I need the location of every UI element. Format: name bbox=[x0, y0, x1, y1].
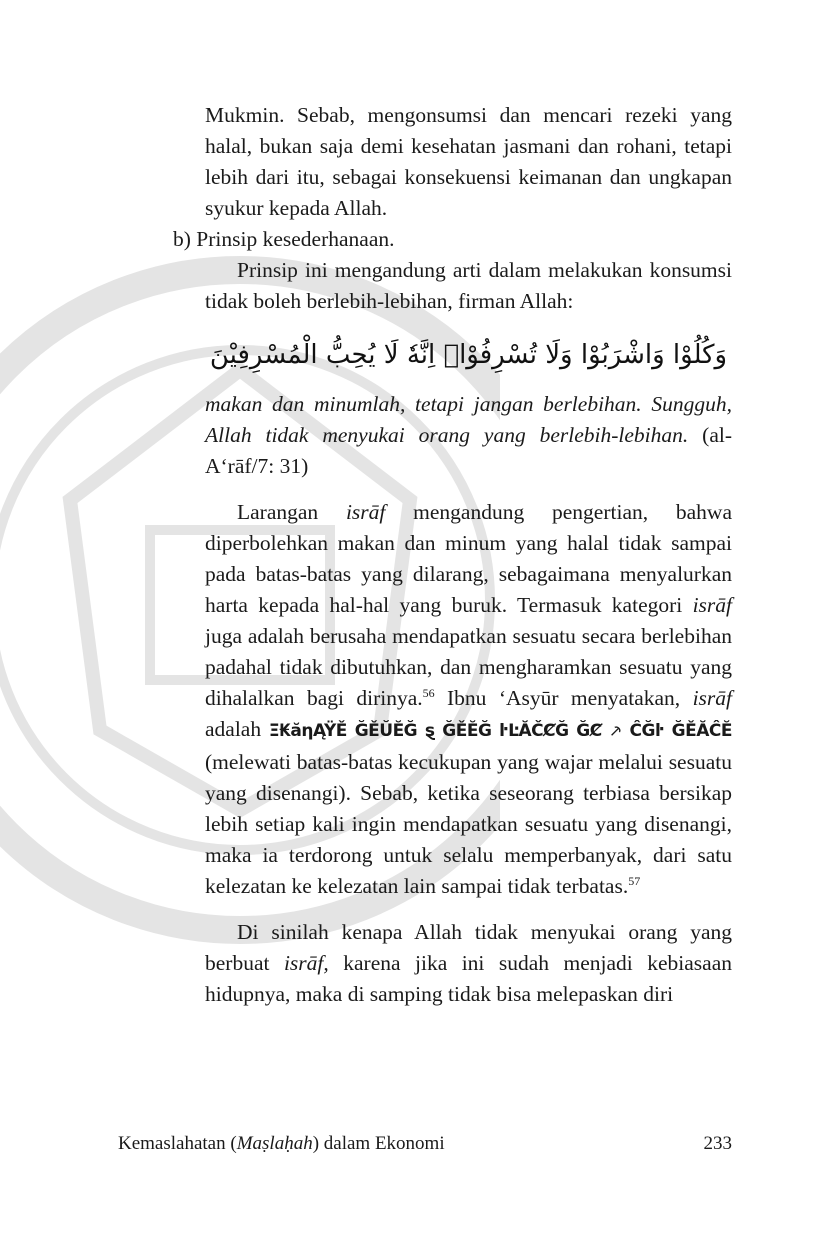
p3-text-f: (melewati batas-batas kecukupan yang wajar melalui sesuatu yang disenangi). Sebab, ketika seseorang terbiasa bersikap lebih setiap kali ingin mendapatkan sesuatu yang disenangi, maka ia terdorong untuk selalu memperbanyak, dari satu kelezatan ke kelezatan lain sampai tidak terbatas. bbox=[205, 750, 732, 898]
p3-text-d: Ibnu ‘Asyūr menyatakan, bbox=[434, 686, 693, 710]
p3-text-b: mengandung pengertian, bahwa diperbolehkan makan dan minum yang halal tidak sampai pada batas-batas yang dilarang, sebagaimana menyalurkan harta kepada hal-hal yang buruk. Termasuk kategori bbox=[205, 500, 733, 617]
p3-text-e: adalah bbox=[205, 717, 269, 741]
translation-reference: (al-A‘rāf/7: 31) bbox=[205, 423, 733, 478]
running-title-a: Kemaslahatan ( bbox=[118, 1133, 237, 1154]
p3-text-a: Larangan bbox=[237, 500, 346, 524]
translation-text: makan dan minumlah, tetapi jangan berlebihan. Sungguh, Allah tidak menyukai orang yang berlebih-lebihan. bbox=[205, 392, 732, 447]
term-israf: isrāf bbox=[692, 686, 732, 710]
p3-text-c: juga adalah berusaha mendapatkan sesuatu secara berlebihan padahal tidak dibutuhkan, dan mengharamkan sesuatu yang dihalalkan bagi dirinya. bbox=[205, 624, 732, 710]
footnote-ref-57: 57 bbox=[628, 874, 641, 888]
p4-text-a: Di sinilah kenapa Allah tidak menyukai orang yang berbuat bbox=[205, 920, 732, 975]
paragraph-2: Prinsip ini mengandung arti dalam melakukan konsumsi tidak boleh berlebih-lebihan, firman Allah: bbox=[205, 258, 732, 313]
footnote-ref-56: 56 bbox=[422, 686, 435, 700]
paragraph-3 bbox=[205, 497, 732, 902]
paragraph-4 bbox=[205, 917, 732, 1010]
term-israf: isrāf bbox=[345, 500, 386, 524]
garbled-arabic-text: Ξ₭ăƞĄŸĚ ĞĚŬĔĞ ȿ ĞĚĔĞ ŀĿĂČȻĞ ĞȻ ⸕ ĈĞŀ ĞĚĂĈĔ bbox=[268, 721, 732, 741]
p4-text-b: karena jika ini sudah menjadi kebiasaan hidupnya, maka di samping tidak bisa melepaskan diri bbox=[205, 951, 733, 1006]
list-item-b: b) Prinsip kesederhanaan. bbox=[173, 227, 395, 251]
paragraph-1: Mukmin. Sebab, mengonsumsi dan mencari rezeki yang halal, bukan saja demi kesehatan jasmani dan rohani, tetapi lebih dari itu, sebagai konsekuensi keimanan dan ungkapan syukur kepada Allah. bbox=[205, 103, 732, 220]
page-body bbox=[173, 100, 733, 1010]
verse-translation bbox=[205, 389, 732, 482]
running-title-italic: Maṣlaḥah bbox=[236, 1133, 313, 1154]
arabic-verse: وَكُلُوْا وَاشْرَبُوْا وَلَا تُسْرِفُوْاۚ اِنَّهٗ لَا يُحِبُّ الْمُسْرِفِيْنَ bbox=[209, 340, 728, 370]
page-number: 233 bbox=[703, 1133, 732, 1154]
page-footer bbox=[118, 1133, 732, 1155]
running-title bbox=[118, 1133, 445, 1155]
term-israf: isrāf, bbox=[283, 951, 329, 975]
running-title-b: ) dalam Ekonomi bbox=[312, 1133, 445, 1154]
term-israf: isrāf bbox=[692, 593, 732, 617]
